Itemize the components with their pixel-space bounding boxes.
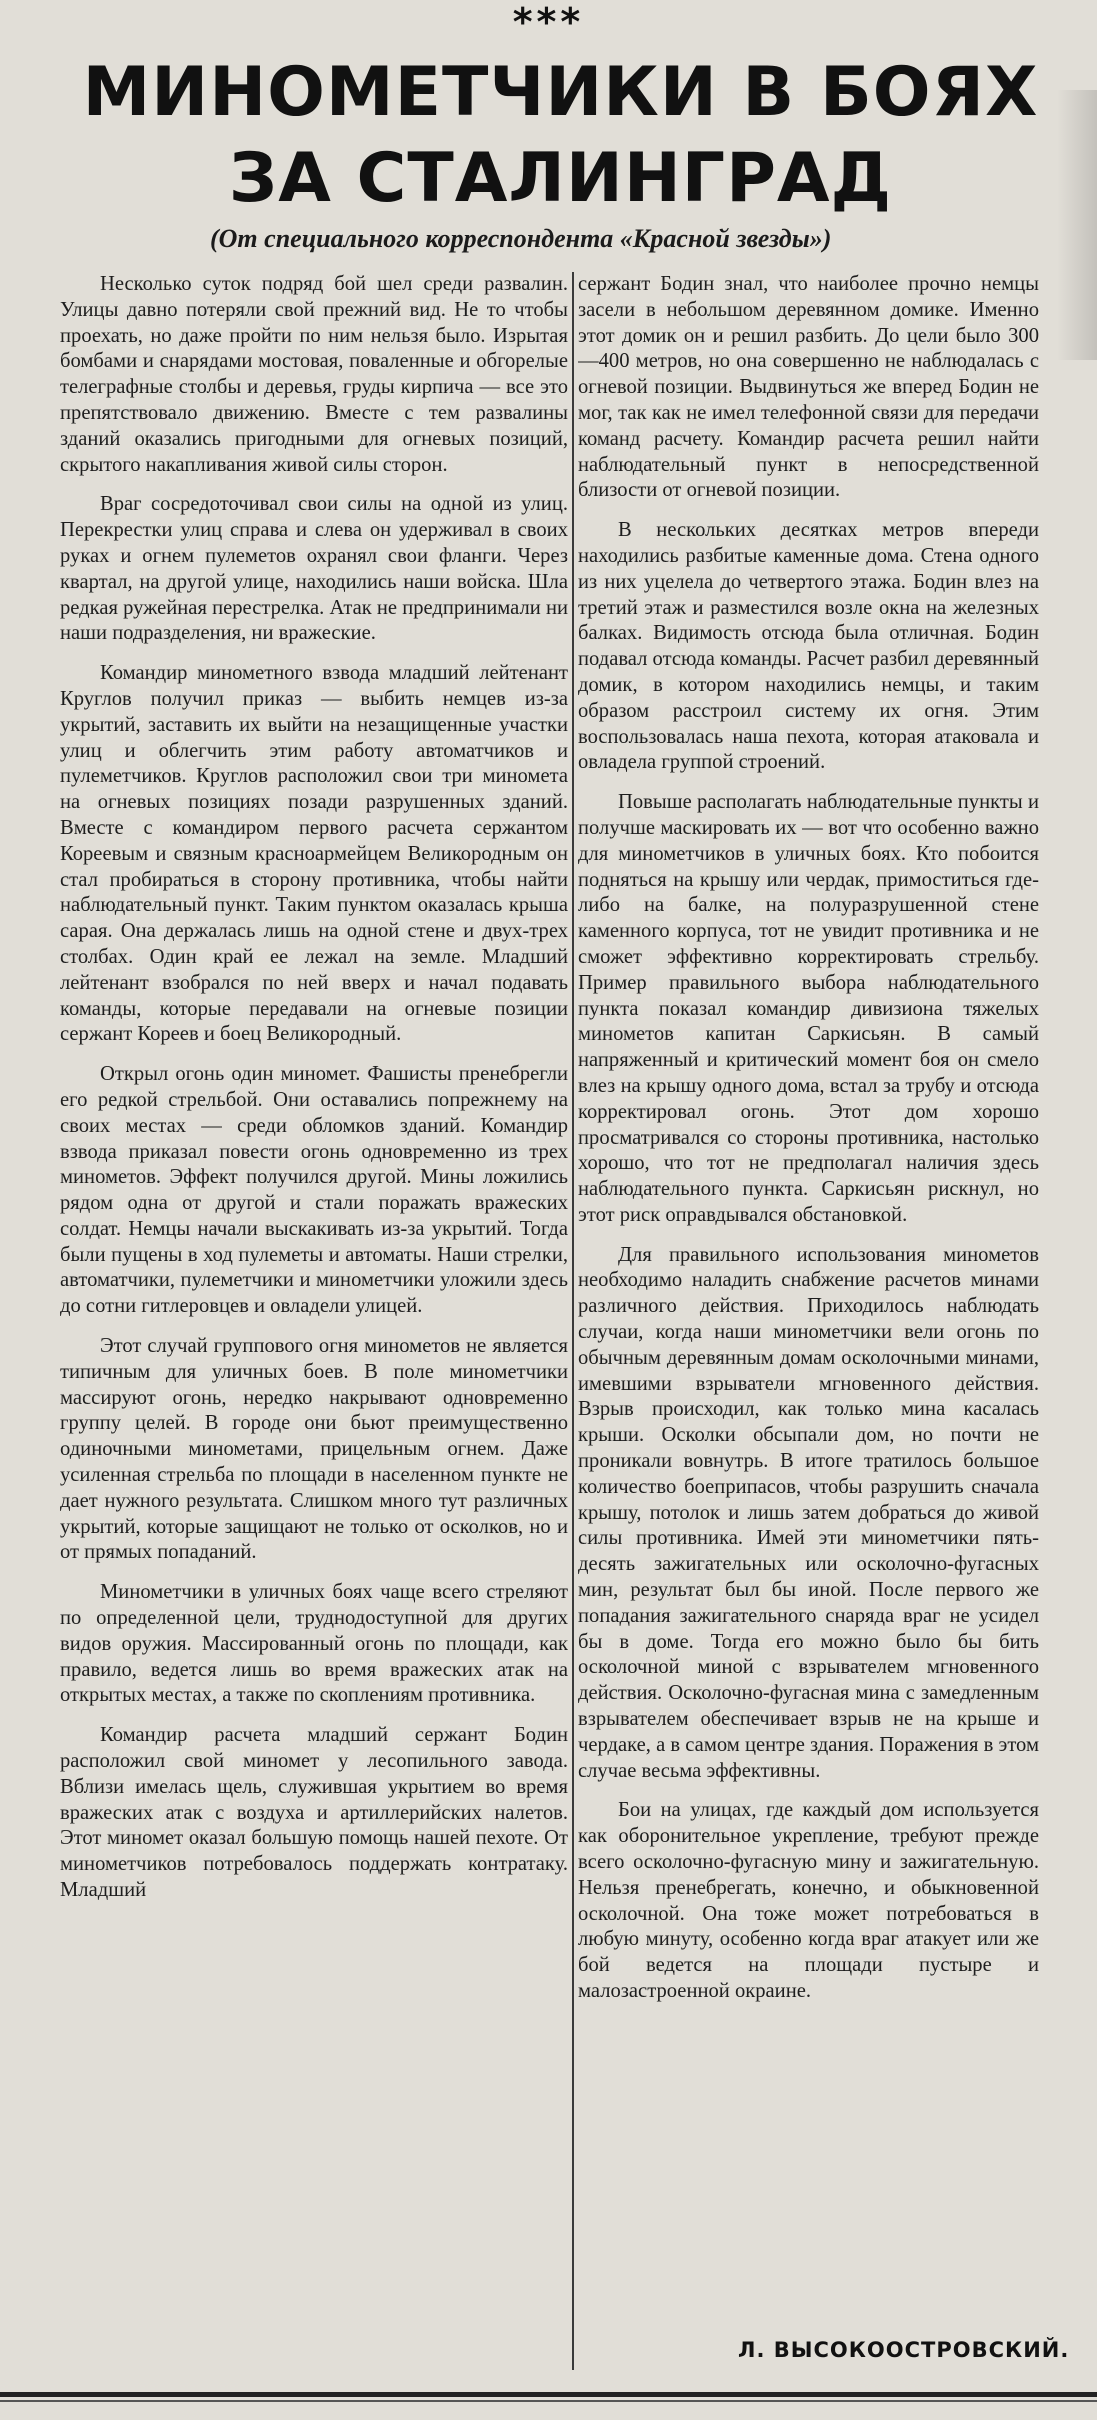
- paragraph: Открыл огонь один миномет. Фашисты пренебрегли его редкой стрельбой. Они оставались попрежнему на своих местах — среди обломков зданий. Командир взвода приказал повести огонь одновременно из трех минометов. Эффект получился другой. Мины ложились рядом одна от другой и стали поражать вражеских солдат. Немцы начали выскакивать из-за укрытий. Тогда были пущены в ход пулеметы и автоматы. Наши стрелки, автоматчики, пулеметчики и минометчики уложили здесь до сотни гитлеровцев и овладели улицей.: [60, 1063, 568, 1318]
- author-signature: Л. ВЫСОКООСТРОВСКИЙ.: [738, 2338, 1070, 2362]
- bottom-rule: [0, 2392, 1097, 2397]
- paragraph: сержант Бодин знал, что наиболее прочно немцы засели в небольшом деревянном домике. Именно этот домик он и решил разбить. До цели было 300—400 метров, но она совершенно не наблюдалась с огневой позиции. Выдвинуться же вперед Бодин не мог, так как не имел телефонной связи для передачи команд расчету. Командир расчета решил найти наблюдательный пункт в непосредственной близости от огневой позиции.: [578, 273, 1039, 502]
- article-byline: (От специального корреспондента «Красной звезды»): [210, 224, 832, 253]
- paragraph: Этот случай группового огня минометов не является типичным для уличных боев. В поле минометчики массируют огонь, нередко накрывают одновременно группу целей. В городе они бьют преимущественно одиночными минометами, прицельным огнем. Даже усиленная стрельба по площади в населенном пункте не дает нужного результата. Слишком много тут различных укрытий, которые защищают не только от осколков, но и от прямых попаданий.: [60, 1335, 568, 1564]
- paragraph: Для правильного использования минометов необходимо наладить снабжение расчетов минами различного действия. Приходилось наблюдать случаи, когда наши минометчики вели огонь по обычным деревянным домам осколочными минами, имевшими взрыватели мгновенного действия. Взрыв происходил, как только мина касалась крыши. Осколки обсыпали дом, но почти не проникали вовнутрь. В итоге тратилось большое количество боеприпасов, чтобы разрушить сначала крышу, потолок и лишь затем добраться до живой силы противника. Имей эти минометчики пять-десять зажигательных или осколочно-фугасных мин, результат был бы иной. После первого же попадания зажигательного снаряда враг не усидел бы в доме. Тогда его можно было бы бить осколочной миной с взрывателем мгновенного действия. Осколочно-фугасная мина с замедленным взрывателем обеспечивает взрыв не на крыше и чердаке, а в самом центре здания. Поражения в этом случае весьма эффективны.: [578, 1243, 1039, 1782]
- bottom-rule-thin: [0, 2400, 1097, 2402]
- paragraph: Несколько суток подряд бой шел среди развалин. Улицы давно потеряли свой прежний вид. Не то чтобы проехать, но даже пройти по ним нельзя было. Изрытая бомбами и снарядами мостовая, поваленные и обгорелые телеграфные столбы и деревья, груды кирпича — все это препятствовало движению. Вместе с тем развалины зданий оказались пригодными для огневых позиций, скрытого накапливания живой силы сторон.: [60, 273, 568, 476]
- paragraph: Бои на улицах, где каждый дом используется как оборонительное укрепление, требуют прежде всего осколочно-фугасную мину и зажигательную. Нельзя пренебрегать, конечно, и обыкновенной осколочной. Она тоже может потребоваться в любую минуту, особенно когда враг атакует или же бой ведется на площади пустыре и малозастроенной окраине.: [578, 1799, 1039, 2002]
- ornament-stars: ***: [512, 0, 585, 44]
- paragraph: В нескольких десятках метров впереди находились разбитые каменные дома. Стена одного из них уцелела до четвертого этажа. Бодин влез на третий этаж и разместился возле окна на железных балках. Видимость отсюда была отличная. Бодин подавал отсюда команды. Расчет разбил деревянный домик, в котором находились немцы, и таким образом расстроил систему их огня. Этим воспользовалась наша пехота, которая атаковала и овладела группой строений.: [578, 519, 1039, 774]
- right-column: [578, 272, 1039, 2347]
- paragraph: Командир расчета младший сержант Бодин расположил свой миномет у лесопильного завода. Вблизи имелась щель, служившая укрытием во время вражеских атак с воздуха и артиллерийских налетов. Этот миномет оказал большую помощь нашей пехоте. От минометчиков потребовалось поддержать контратаку. Младший: [60, 1724, 568, 1902]
- paragraph: Враг сосредоточивал свои силы на одной из улиц. Перекрестки улиц справа и слева он удерживал в своих руках и огнем пулеметов охранял свои фланги. Через квартал, на другой улице, находились наши войска. Шла редкая ружейная перестрелка. Атак не предпринимали ни наши подразделения, ни вражеские.: [60, 493, 568, 645]
- paragraph: Повыше располагать наблюдательные пункты и получше маскировать их — вот что особенно важно для минометчиков в уличных боях. Кто побоится подняться на крышу или чердак, примоститься где-либо на балке, на полуразрушенной стене каменного корпуса, тот не увидит противника и не сможет эффективно корректировать стрельбу. Пример правильного выбора наблюдательного пункта показал командир дивизиона тяжелых минометов капитан Саркисьян. В самый напряженный и критический момент боя он смело влез на крышу одного дома, встал за трубу и отсюда корректировал огонь. Этот дом хорошо просматривался со стороны противника, настолько хорошо, что тот не предполагал наличия здесь наблюдательного пункта. Саркисьян рискнул, но этот риск оправдывался обстановкой.: [578, 791, 1039, 1226]
- paragraph: Командир минометного взвода младший лейтенант Круглов получил приказ — выбить немцев из-за укрытий, заставить их выйти на незащищенные участки улиц и облегчить этим работу автоматчиков и пулеметчиков. Круглов расположил свои три миномета на огневых позициях позади разрушенных зданий. Вместе с командиром первого расчета сержантом Кореевым и связным красноармейцем Великородным он стал пробираться в сторону противника, чтобы найти наблюдательный пункт. Таким пунктом оказалась крыша сарая. Она держалась лишь на одной стене и двух-трех столбах. Один край ее лежал на земле. Младший лейтенант взобрался по ней вверх и начал подавать команды, которые передавали на огневые позиции сержант Кореев и боец Великородный.: [60, 662, 568, 1046]
- headline-line-1: МИНОМЕТЧИКИ В БОЯХ: [82, 53, 1039, 132]
- column-divider: [572, 272, 574, 2370]
- headline-line-2: ЗА СТАЛИНГРАД: [228, 139, 893, 218]
- left-column: [60, 272, 568, 2347]
- paragraph: Минометчики в уличных боях чаще всего стреляют по определенной цели, труднодоступной для других видов оружия. Массированный огонь по площади, как правило, ведется лишь во время вражеских атак на открытых местах, а также по скоплениям противника.: [60, 1581, 568, 1707]
- article-headline: [24, 50, 1097, 222]
